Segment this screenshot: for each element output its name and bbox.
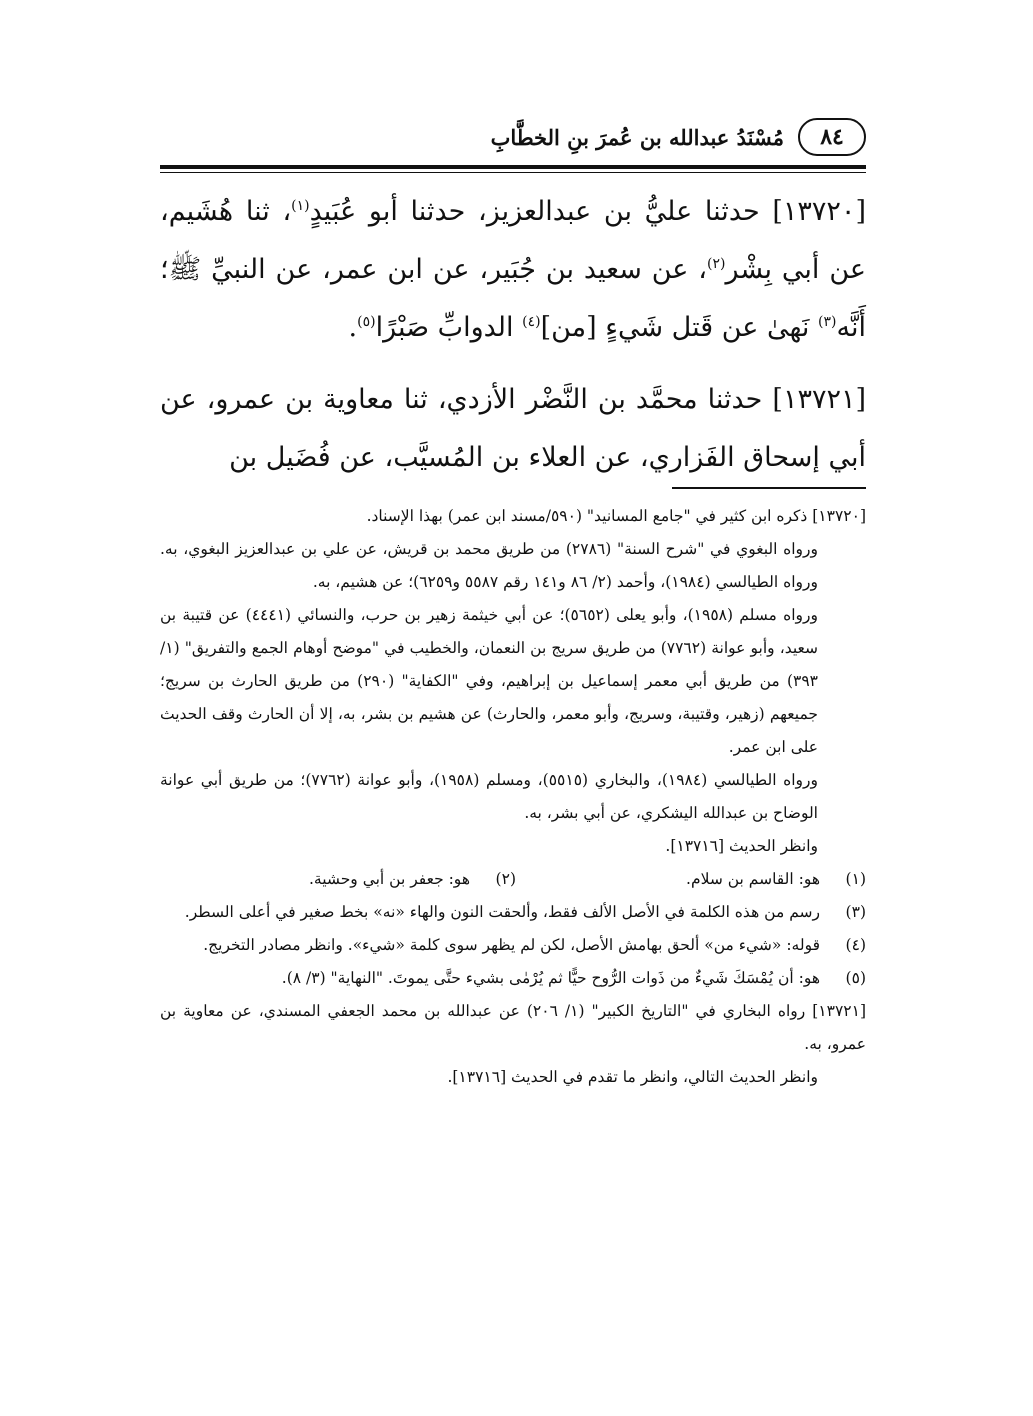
footnote-ref: (٣) [818, 314, 837, 330]
header-rule-thin [160, 172, 866, 173]
running-title: مُسْنَدُ عبدالله بن عُمرَ بنِ الخطَّابِ [490, 124, 784, 150]
note-paragraph: ورواه الطيالسي (١٩٨٤)، والبخاري (٥٥١٥)، ومسلم (١٩٥٨)، وأبو عوانة (٧٧٦٢)؛ من طريق أبي عوانة الوضاح بن عبدالله اليشكري، عن أبي بشر، به. [160, 771, 819, 822]
note-13721: [١٣٧٢١] رواه البخاري في "التاريخ الكبير" (١/ ٢٠٦) عن عبدالله بن محمد الجعفي المسندي، عن معاوية بن عمرو، به. [160, 1002, 866, 1053]
footnote-ref: (٢) [707, 256, 726, 272]
footnote-5: (٥) هو: أن يُمْسَكَ شَيءٌ من ذَوات الرُّوح حيًّا ثم يُرْمٰى بشيء حتَّى يموتَ. "النهاية" (٣/ ٨). [281, 969, 866, 987]
page-header [160, 112, 866, 162]
main-text [160, 183, 866, 487]
note-paragraph: ورواه البغوي في "شرح السنة" (٢٧٨٦) من طريق محمد بن قريش، عن علي بن عبدالعزيز البغوي، به. ورواه الطيالسي (١٩٨٤)، وأحمد (٢/ ٨٦ و١٤١ رقم ٥٥٨٧ و٦٢٥٩)؛ عن هشيم، به. [160, 540, 818, 591]
footnote-3: (٣) رسم من هذه الكلمة في الأصل الألف فقط، وألحقت النون والهاء «نه» بخط صغير في أعلى السطر. [184, 903, 866, 921]
footnote-separator [672, 487, 866, 489]
hadith-13720: [١٣٧٢٠] حدثنا عليُّ بن عبدالعزيز، حدثنا أبو عُبَيدٍ$^{(١)}$، ثنا هُشَيم، عن أبي بِشْر$^{(٢)}$، عن سعيد بن جُبَير، عن ابن عمر، عن النبيِّ ﷺ؛ أَنَّه$^{(٣)}$ نَهىٰ عن قَتل شَيءٍ [من]$^{(٤)}$ الدوابِّ صَبْرًا$^{(٥)}$. [160, 196, 866, 343]
footnote-ref: (١) [291, 198, 310, 214]
note-paragraph: ورواه مسلم (١٩٥٨)، وأبو يعلى (٥٦٥٢)؛ عن أبي خيثمة زهير بن حرب، والنسائي (٤٤٤١) عن قتيبة بن سعيد، وأبو عوانة (٧٧٦٢) من طريق سريج بن النعمان، والخطيب في "موضح أوهام الجمع والتفريق" (١/ ٣٩٣) من طريق أبي معمر إسماعيل بن إبراهيم، وفي "الكفاية" (٢٩٠) من طريق الحارث بن سريج؛ جميعهم (زهير، وقتيبة، وسريج، وأبو معمر، والحارث) عن هشيم بن بشر، به، إلا أن الحارث وقف الحديث على ابن عمر. [160, 606, 818, 756]
footnote-1: (١) هو: القاسم بن سلام. [686, 870, 866, 888]
footnotes-section [160, 500, 866, 1094]
footnote-2: (٢) هو: جعفر بن أبي وحشية. [308, 870, 516, 888]
footnote-ref: (٥) [357, 314, 376, 330]
hadith-13721: [١٣٧٢١] حدثنا محمَّد بن النَّضْر الأزدي، ثنا معاوية بن عمرو، عن أبي إسحاق الفَزاري، عن العلاء بن المُسيَّب، عن فُضَيل بن [160, 384, 866, 473]
note-paragraph: وانظر الحديث التالي، وانظر ما تقدم في الحديث [١٣٧١٦]. [447, 1068, 818, 1086]
header-rule-thick [160, 165, 866, 169]
note-paragraph: وانظر الحديث [١٣٧١٦]. [665, 837, 818, 855]
footnote-4: (٤) قوله: «شيء من» ألحق بهامش الأصل، لكن لم يظهر سوى كلمة «شيء». وانظر مصادر التخريج. [203, 936, 866, 954]
note-13720: [١٣٧٢٠] ذكره ابن كثير في "جامع المسانيد" (٥٩٠/مسند ابن عمر) بهذا الإسناد. [366, 507, 866, 525]
footnote-row-1-2 [160, 863, 866, 896]
page-number: ٨٤ [798, 118, 866, 156]
footnote-ref: (٤) [522, 314, 541, 330]
